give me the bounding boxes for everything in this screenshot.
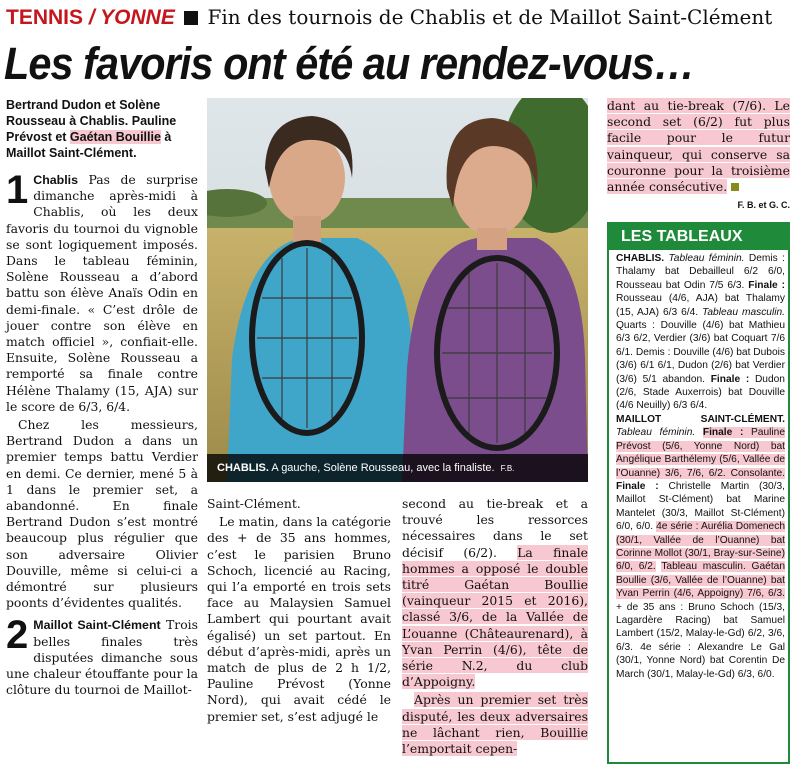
- section2-highlight-final: La finale hommes a opposé le double titré Gaétan Boullie (vainqueur 2015 et 2016), classé 3/6, de la Vallée de L’ouanne (Châteaurenard), à Yvan Perrin (4/6), tête de série N.2, du club d’Appoigny.: [402, 544, 589, 690]
- section2-paragraph: 2 Maillot Saint-Clément Trois belles finales très disputées dimanche sous une chaleur étouffante pour la clôture du tournoi de Maillot-: [6, 613, 198, 698]
- section2-paragraph-4: Après un premier set très disputé, les deux adversaires ne lâchant rien, Bouillie l’emportait cepen-: [402, 692, 588, 757]
- kicker-region: / YONNE: [88, 6, 175, 29]
- kicker-headline: Fin des tournois de Chablis et de Maillot Saint-Clément: [207, 5, 773, 29]
- photo-caption: [207, 454, 588, 482]
- caption-location: CHABLIS.: [217, 462, 269, 474]
- section1-paragraph: 1 Chablis Pas de surprise dimanche après-midi à Chablis, où les deux favoris du tournoi du vignoble se sont logiquement imposés. Dans le tableau féminin, Solène Rousseau a d’abord battu son élève Anaïs Odin en demi-finale. « C’est drôle de jouer contre son élève en match officiel », confiait-elle. Ensuite, Solène Rousseau a remporté sa finale contre Hélène Thalamy (15, AJA) sur le score de 6/3, 6/4.: [6, 168, 198, 414]
- end-mark-icon: [731, 183, 739, 191]
- lead-paragraph: Bertrand Dudon et Solène Rousseau à Chablis. Pauline Prévost et Gaétan Bouillie à Maillot Saint-Clément.: [6, 98, 177, 160]
- article-photo: [207, 98, 588, 482]
- lead-highlight: Gaétan Bouillie: [69, 130, 161, 144]
- page-title: Les favoris ont été au rendez-vous…: [4, 38, 695, 89]
- results-box-title: LES TABLEAUX: [609, 224, 788, 250]
- kicker-sport: TENNIS: [6, 6, 84, 29]
- section2-paragraph-3: second au tie-break et a trouvé les ressorces nécessaires dans le set décisif (6/2). La finale hommes a opposé le double titré Gaétan Boullie (vainqueur 2015 et 2016), classé 3/6, de la Vallée de L’ouanne (Châteaurenard), à Yvan Perrin (4/6), tête de série N.2, du club d’Appoigny.: [402, 496, 589, 690]
- results-box: [607, 222, 790, 764]
- section1-paragraph-2: Chez les messieurs, Bertrand Dudon a dans un premier temps battu Verdier en demi. Ce dernier, mené 5 à 1 dans le premier set, a abandonné. En finale Bertrand Dudon s’est montré beaucoup plus régulier que son adversaire Olivier Douville, même si celui-ci a démontré sur plusieurs poonts d’évidentes qualités.: [6, 417, 198, 611]
- kicker-square-icon: [184, 11, 198, 25]
- section2-place: Maillot Saint-Clément: [33, 618, 161, 633]
- section2-number: 2: [6, 613, 29, 658]
- section2-paragraph-2: Le matin, dans la catégorie des + de 35 ans hommes, c’est le parisien Bruno Schoch, licencié au Racing, qui l’a emporté en trois sets face au Malaysien Samuel Lambert qui pourtant avait égalisé) un set partout. En début d’après-midi, après un match de plus de 2 h 1/2, Pauline Prévost (Yonne Nord), qui avait cédé le premier set, s’est adjugé le: [207, 514, 391, 724]
- section2-paragraph-5: dant au tie-break (7/6). Le second set (6/2) fut plus facile pour le futur vainqueur, qui conserve sa couronne pour la troisième année consécutive.: [607, 98, 790, 195]
- section1-place: Chablis: [33, 173, 79, 187]
- caption-text: A gauche, Solène Rousseau, avec la finaliste.: [271, 462, 495, 474]
- kicker: [6, 4, 790, 30]
- section1-number: 1: [6, 168, 29, 212]
- photo-players-image: [207, 98, 588, 482]
- section2-continued: Saint-Clément.: [207, 496, 301, 511]
- article-column-3: [402, 496, 588, 757]
- article-column-1: [6, 168, 198, 699]
- article-column-4: [607, 98, 790, 213]
- signature: F. B. et G. C.: [737, 200, 790, 211]
- results-box-body: CHABLIS. Tableau féminin. Demis : Thalamy bat Debailleul 6/2 6/0, Rousseau bat Odin 7/5 6/3. Finale : Rousseau (4/6, AJA) bat Thalamy (15, AJA) 6/3 6/4. Tableau masculin. Quarts : Douville (4/6) bat Mathieu 6/3 6/2, Verdier (3/6) bat Coquart 7/6 6/1. Demis : Douville (4/6) bat Dubois (3/6) 6/1 6/1, Dudon (2/6) bat Verdier (3/6) 5/1 abandon. Finale : Dudon (2/6, Stade Auxerrois) bat Douville (4/6 Neuilly) 6/3 6/4. MAILLOT SAINT-CLÉMENT. Tableau féminin. Finale : Pauline Prévost (5/6, Yonne Nord) bat Angélique Barthélemy (5/6, Vallée de l’Ouanne) 3/6, 7/6, 6/2. Consolante. Finale : Christelle Martin (30/3, Maillot St-Clément) bat Marine Mantelet (30/3, Maillot St-Clément) 6/0, 6/0. 4e série : Aurélia Domenech (30/1, Vallée de l’Ouanne) bat Corinne Mollot (30/1, Bray-sur-Seine) 6/0, 6/2. Tableau masculin. Gaétan Boullie (3/6, Vallée de l’Ouanne) bat Yvan Perrin (4/6, Appoigny) 7/6, 6/3. + de 35 ans : Bruno Schoch (15/3, Lagardère Racing) bat Samuel Lambert (15/2, Malay-le-Gd) 6/2, 3/6, 6/3. 4e série : Alexandre Le Gal (30/1, Yonne Nord) bat Corentin De March (30/1, Malay-le-Gd) 6/3, 6/0.: [616, 253, 785, 680]
- caption-credit: F.B.: [500, 464, 515, 473]
- article-column-2: [207, 496, 391, 725]
